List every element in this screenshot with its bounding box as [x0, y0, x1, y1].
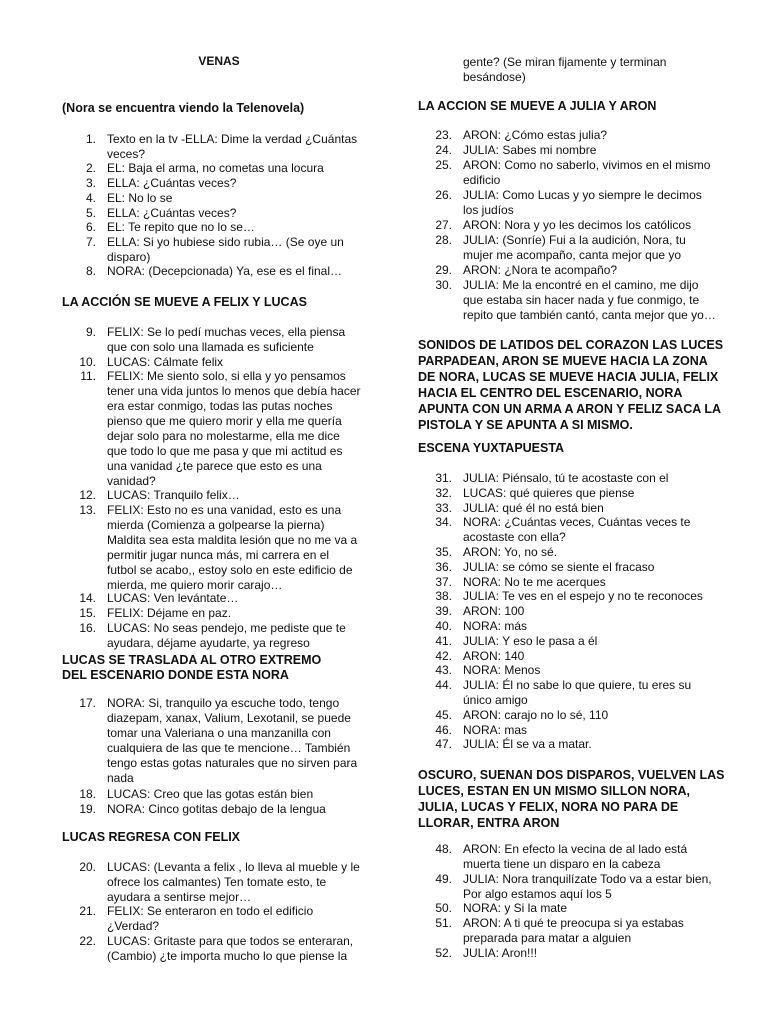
item-text-line: EL: No lo se [107, 190, 173, 205]
heading-line: OSCURO, SUENAN DOS DISPAROS, VUELVEN LAS [418, 768, 725, 782]
item-text [107, 621, 346, 651]
item-text [107, 161, 324, 176]
item-number: 2. [85, 161, 96, 176]
item-number: 28. [435, 233, 452, 247]
item-text-line: que con solo una llamada es suficiente [107, 340, 314, 354]
item-number: 49. [435, 871, 452, 886]
item-number: 14. [79, 591, 96, 606]
item-text-line: ELLA: Si yo hubiese sido rubia… (Se oye un [107, 234, 344, 249]
item-number: 20. [79, 860, 96, 874]
item-text [463, 218, 691, 233]
heading-line: PARPADEAN, ARON SE MUEVE HACIA LA ZONA [418, 354, 708, 368]
item-text-line: JULIA: Aron!!! [463, 945, 538, 960]
item-text-line: NORA: Si, tranquilo ya escuche todo, tengo [107, 696, 340, 710]
heading-line: HACIA EL CENTRO DEL ESCENARIO, NORA [418, 386, 683, 400]
item-text-line: JULIA: Sabes mi nombre [463, 143, 597, 157]
item-number: 16. [79, 621, 96, 635]
continuation-text [463, 55, 733, 85]
item-text-line: ARON: 100 [463, 604, 525, 619]
item-text [107, 176, 236, 191]
item-text-line: mierda (Comienza a golpearse la pierna) [107, 517, 325, 532]
item-text-line: tengo estas gotas naturales que no sirven para [107, 756, 358, 770]
item-text [463, 708, 608, 723]
item-text-line: único amigo [463, 693, 528, 708]
item-text [107, 132, 357, 162]
item-text-line: que estaba sin hacer nada y fue conmigo, te [463, 293, 700, 307]
item-text-line: permitir jugar nunca más, mi carrera en el [107, 547, 330, 562]
heading-line: PISTOLA Y SE APUNTA A SI MISMO. [418, 418, 633, 432]
item-text-line: ARON: ¿Nora te acompaño? [463, 263, 618, 277]
item-number: 24. [435, 143, 452, 157]
item-text [463, 128, 607, 143]
item-text-line: LUCAS: Tranquilo felix… [107, 487, 240, 502]
item-text-line: FELIX: Me siento solo, si ella y yo pensamos [107, 369, 346, 384]
item-text [107, 860, 360, 905]
item-number: 21. [79, 904, 96, 919]
item-text [463, 545, 557, 560]
item-number: 43. [435, 663, 452, 678]
item-number: 17. [79, 696, 96, 710]
item-number: 23. [435, 128, 452, 142]
item-text-line: mujer me acompaño, canta mejor que yo [463, 248, 682, 262]
item-text [107, 355, 223, 370]
item-text [463, 188, 702, 218]
item-text-line: LUCAS: Creo que las gotas están bien [107, 787, 314, 802]
continuation-line: besándose) [463, 70, 526, 84]
item-text [463, 678, 691, 708]
item-text [107, 503, 357, 593]
item-text-line: mierda, me quiero morir carajo… [107, 577, 283, 592]
item-text-line: LUCAS: qué quieres que piense [463, 485, 635, 500]
item-text-line: JULIA: Me la encontré en el camino, me dijo [463, 278, 699, 292]
item-text-line: JULIA: Te ves en el espejo y no te reconoces [463, 589, 703, 604]
item-text-line: veces? [107, 147, 146, 161]
item-text [463, 842, 687, 872]
item-text-line: dejar solo para no molestarme, ella me dice [107, 429, 340, 444]
item-text-line: tener una vida juntos lo menos que debía hacer [107, 384, 361, 399]
item-text-line: JULIA: Él se va a matar. [463, 737, 592, 752]
item-text [463, 901, 567, 916]
item-text-line: LUCAS: No seas pendejo, me pediste que te [107, 621, 346, 635]
item-text [107, 206, 236, 221]
item-text-line: ayudara a sentirse mejor… [107, 890, 252, 904]
item-text-line: ayudara, déjame ayudarte, ya regreso [107, 636, 310, 650]
item-text-line: ofrece los calmantes) Ten tomate esto, te [107, 875, 327, 889]
item-text-line: JULIA: Él no sabe lo que quiere, tu eres su [463, 678, 692, 693]
item-number: 45. [435, 707, 452, 722]
item-text [463, 737, 592, 752]
item-text-line: LUCAS: Gritaste para que todos se enteraran, [107, 933, 354, 948]
item-number: 13. [79, 502, 96, 517]
item-text-line: NORA: No te me acerques [463, 574, 606, 589]
item-text-line: Texto en la tv -ELLA: Dime la verdad ¿Cuántas [107, 132, 358, 146]
item-number: 48. [435, 842, 452, 856]
item-text-line: diazepam, xanax, Valium, Lexotanil, se puede [107, 711, 351, 725]
item-text-line: edificio [463, 173, 501, 187]
item-text [463, 872, 712, 902]
item-text [463, 649, 524, 664]
item-text-line: JULIA: qué él no está bien [463, 500, 604, 515]
item-number: 29. [435, 263, 452, 277]
item-text-line: JULIA: (Sonríe) Fui a la audición, Nora, tu [463, 233, 686, 247]
item-number: 51. [435, 916, 452, 930]
item-text-line: EL: Baja el arma, no cometas una locura [107, 161, 324, 176]
item-text-line: ELLA: ¿Cuántas veces? [107, 205, 237, 220]
item-text-line: JULIA: se cómo se siente el fracaso [463, 559, 655, 574]
item-text [463, 723, 527, 738]
item-number: 34. [435, 515, 452, 530]
item-number: 4. [85, 190, 96, 205]
item-text-line: muerta tiene un disparo en la cabeza [463, 857, 661, 871]
item-text [107, 235, 344, 265]
item-number: 10. [79, 354, 96, 369]
item-number: 40. [435, 619, 452, 633]
item-text [107, 802, 326, 817]
item-text [463, 278, 716, 323]
item-text [107, 325, 345, 355]
item-text [463, 663, 540, 678]
item-number: 18. [79, 787, 96, 802]
continuation-line: gente? (Se miran fijamente y terminan [463, 55, 667, 69]
item-text-line: repito que también cantó, canta mejor que yo… [463, 308, 716, 322]
item-text [107, 220, 255, 235]
item-text-line: FELIX: Déjame en paz. [107, 606, 232, 621]
item-number: 12. [79, 487, 96, 502]
item-number: 47. [435, 737, 452, 752]
item-text-line: ARON: carajo no lo sé, 110 [463, 707, 609, 722]
item-number: 50. [435, 901, 452, 916]
item-number: 27. [435, 218, 452, 232]
item-text-line: ARON: Yo, no sé. [463, 545, 558, 559]
item-text-line: FELIX: Esto no es una vanidad, esto es una [107, 502, 342, 517]
heading-line: LUCAS SE TRASLADA AL OTRO EXTREMO [62, 653, 322, 667]
item-text [463, 634, 597, 649]
heading-julia-aron: LA ACCION SE MUEVE A JULIA Y ARON [418, 99, 657, 113]
item-text [463, 946, 537, 961]
heading-line: LLORAR, ENTRA ARON [418, 816, 560, 830]
heading-lucas-traslada [62, 653, 376, 683]
item-number: 35. [435, 545, 452, 559]
item-text [107, 591, 238, 606]
item-text [463, 575, 606, 590]
item-text-line: ARON: A ti qué te preocupa si ya estabas [463, 916, 684, 930]
item-number: 32. [435, 485, 452, 500]
item-text [463, 619, 527, 634]
item-text [107, 191, 172, 206]
item-text-line: que todo lo que me pasa y que mi actitud es [107, 444, 343, 459]
heading-line: SONIDOS DE LATIDOS DEL CORAZON LAS LUCES [418, 338, 724, 352]
item-text [107, 696, 357, 786]
heading-line: APUNTA CON UN ARMA A ARON Y FELIZ SACA LA [418, 402, 722, 416]
heading-lucas-regresa: LUCAS REGRESA CON FELIX [62, 830, 241, 844]
item-number: 22. [79, 933, 96, 948]
item-text [107, 904, 313, 934]
item-number: 37. [435, 574, 452, 589]
item-number: 1. [85, 132, 96, 146]
heading-escena-yuxtapuesta: ESCENA YUXTAPUESTA [418, 441, 565, 455]
item-number: 19. [79, 802, 96, 817]
item-text-line: Por algo estamos aquí los 5 [463, 886, 612, 901]
item-text-line: (Cambio) ¿te importa mucho lo que piense la [107, 948, 348, 963]
item-text-line: ELLA: ¿Cuántas veces? [107, 176, 237, 191]
item-text [463, 233, 686, 263]
item-number: 41. [435, 633, 452, 648]
item-text-line: disparo) [107, 249, 151, 264]
heading-line: JULIA, LUCAS Y FELIX, NORA NO PARA DE [418, 800, 679, 814]
item-text-line: ARON: En efecto la vecina de al lado está [463, 842, 688, 856]
item-text-line: cualquiera de las que te mencione… También [107, 741, 351, 755]
item-text [107, 787, 313, 802]
item-text [463, 501, 604, 516]
item-text [463, 916, 684, 946]
item-text-line: FELIX: Se enteraron en todo el edificio [107, 904, 314, 919]
item-number: 9. [85, 325, 96, 339]
item-number: 7. [85, 234, 96, 249]
item-text-line: NORA: mas [463, 722, 528, 737]
item-number: 8. [85, 264, 96, 279]
item-text-line: LUCAS: Cálmate felix [107, 354, 224, 369]
item-text-line: NORA: (Decepcionada) Ya, ese es el final… [107, 264, 343, 279]
item-number: 26. [435, 188, 452, 202]
item-text-line: una vanidad ¿te parece que esto es una [107, 459, 322, 474]
item-text [107, 606, 231, 621]
item-text-line: LUCAS: Ven levántate… [107, 591, 239, 606]
item-text [463, 515, 690, 545]
item-number: 5. [85, 205, 96, 220]
item-text-line: futbol se acabo,, estoy solo en este edificio de [107, 562, 353, 577]
item-text-line: NORA: Cinco gotitas debajo de la lengua [107, 802, 326, 817]
item-number: 39. [435, 604, 452, 619]
heading-line: DEL ESCENARIO DONDE ESTA NORA [62, 668, 289, 682]
item-text-line: LUCAS: (Levanta a felix , lo lleva al mueble y le [107, 860, 360, 874]
item-text-line: nada [107, 771, 134, 785]
item-text [463, 589, 703, 604]
heading-line: DE NORA, LUCAS SE MUEVE HACIA JULIA, FELIX [418, 370, 719, 384]
item-text [107, 369, 361, 489]
item-text [463, 143, 596, 158]
item-text [463, 263, 617, 278]
item-text [463, 486, 634, 501]
page-title: VENAS [198, 54, 240, 68]
item-text-line: ¿Verdad? [107, 919, 160, 934]
item-number: 31. [435, 471, 452, 485]
item-text-line: pienso que me quiero morir y ella me quería [107, 414, 342, 429]
item-text [107, 934, 353, 964]
item-text-line: ARON: Nora y yo les decimos los católicos [463, 218, 692, 232]
item-text-line: los judíos [463, 203, 514, 217]
item-text-line: JULIA: Nora tranquilízate Todo va a estar bien, [463, 871, 712, 886]
item-number: 46. [435, 722, 452, 737]
item-text-line: FELIX: Se lo pedí muchas veces, ella piensa [107, 325, 346, 339]
item-text [463, 471, 668, 486]
heading-felix-lucas: LA ACCIÓN SE MUEVE A FELIX Y LUCAS [62, 295, 307, 309]
item-text-line: Maldita sea esta maldita lesión que no me va a [107, 532, 358, 547]
item-number: 42. [435, 648, 452, 663]
item-text-line: EL: Te repito que no lo se… [107, 220, 255, 235]
item-text [463, 158, 710, 188]
item-number: 3. [85, 176, 96, 191]
item-text-line: ARON: ¿Cómo estas julia? [463, 128, 608, 142]
item-text-line: JULIA: Y eso le pasa a él [463, 633, 598, 648]
item-number: 44. [435, 678, 452, 693]
item-text-line: acostaste con ella? [463, 530, 566, 545]
item-text-line: ARON: Como no saberlo, vivimos en el mismo [463, 158, 711, 172]
item-text-line: NORA: más [463, 619, 528, 633]
item-number: 6. [85, 220, 96, 235]
item-text [463, 560, 654, 575]
item-text [107, 488, 240, 503]
item-text [107, 264, 342, 279]
item-text-line: tomar una Valeriana o una manzanilla con [107, 726, 331, 740]
item-text-line: preparada para matar a alguien [463, 931, 632, 945]
item-number: 36. [435, 559, 452, 574]
item-number: 15. [79, 606, 96, 621]
item-number: 11. [80, 369, 96, 384]
item-text-line: era estar conmigo, todas las putas noches [107, 399, 333, 414]
item-text-line: JULIA: Piénsalo, tú te acostaste con el [463, 471, 669, 485]
item-text [463, 604, 524, 619]
item-text-line: ARON: 140 [463, 648, 525, 663]
heading-oscuro [418, 767, 748, 831]
stage-note: (Nora se encuentra viendo la Telenovela) [62, 101, 305, 115]
item-text-line: NORA: y Si la mate [463, 901, 568, 916]
item-number: 52. [435, 945, 452, 960]
heading-line: LUCES, ESTAN EN UN MISMO SILLON NORA, [418, 784, 690, 798]
item-number: 38. [435, 589, 452, 604]
item-number: 30. [435, 278, 452, 292]
item-text-line: vanidad? [107, 474, 156, 489]
item-number: 33. [435, 500, 452, 515]
item-text-line: JULIA: Como Lucas y yo siempre le decimos [463, 188, 702, 202]
item-text-line: NORA: ¿Cuántas veces, Cuántas veces te [463, 515, 691, 530]
item-number: 25. [435, 158, 452, 172]
item-text-line: NORA: Menos [463, 663, 541, 678]
heading-sonidos [418, 337, 748, 433]
